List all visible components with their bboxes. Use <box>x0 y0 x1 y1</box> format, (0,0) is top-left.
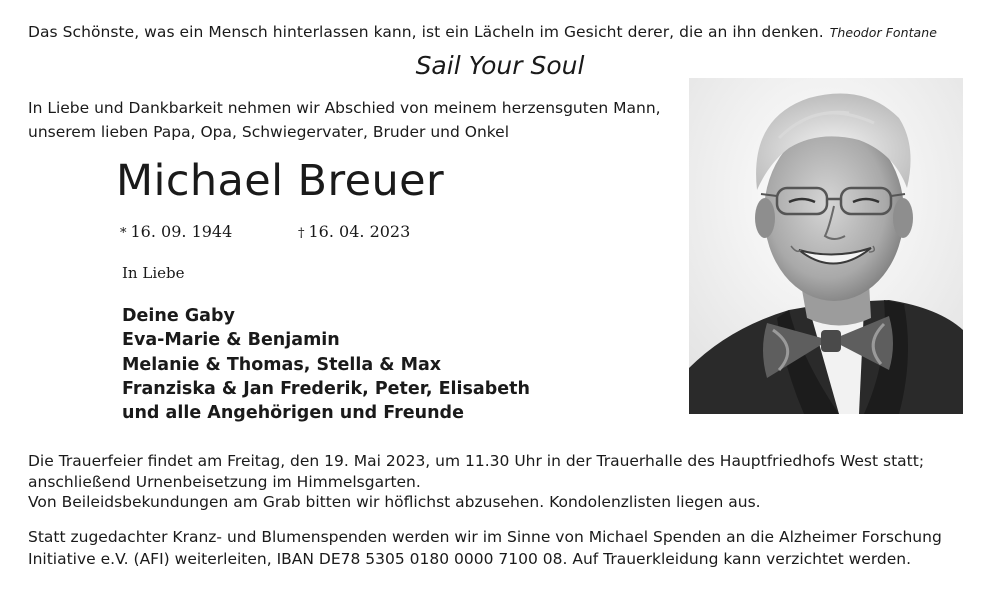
funeral-line-1: Die Trauerfeier findet am Freitag, den 19. Mai 2023, um 11.30 Uhr in der Trauerhalle des Hauptfriedhofs West statt; <box>28 452 925 470</box>
quote-text: Das Schönste, was ein Mensch hinterlassen kann, ist ein Lächeln im Gesicht derer, die an ihn denken. <box>28 23 824 41</box>
intro-line-1: In Liebe und Dankbarkeit nehmen wir Abschied von meinem herzensguten Mann, <box>28 99 661 117</box>
portrait-photo <box>689 78 963 414</box>
birth-date-value: 16. 09. 1944 <box>130 222 233 241</box>
mourner-line: und alle Angehörigen und Freunde <box>122 403 464 424</box>
donation-note <box>28 526 942 570</box>
death-date <box>298 222 410 241</box>
quote-author: Theodor Fontane <box>829 25 937 40</box>
mourner-line: Melanie & Thomas, Stella & Max <box>122 354 442 375</box>
birth-symbol: * <box>120 226 127 241</box>
mourner-line: Eva-Marie & Benjamin <box>122 330 340 351</box>
deceased-name: Michael Breuer <box>116 156 445 206</box>
death-date-value: 16. 04. 2023 <box>308 222 411 241</box>
mourners-list <box>122 304 530 425</box>
in-love-label: In Liebe <box>122 264 185 282</box>
donation-line-1: Statt zugedachter Kranz- und Blumenspenden werden wir im Sinne von Michael Spenden an die Alzheimer Forschung <box>28 528 942 546</box>
intro-text <box>28 96 661 144</box>
donation-line-2: Initiative e.V. (AFI) weiterleiten, IBAN DE78 5305 0180 0000 7100 08. Auf Trauerkleidung kann verzichtet werden. <box>28 550 912 568</box>
funeral-details <box>28 451 924 513</box>
birth-date <box>120 222 232 241</box>
intro-line-2: unserem lieben Papa, Opa, Schwiegervater, Bruder und Onkel <box>28 123 510 141</box>
motto: Sail Your Soul <box>415 51 585 80</box>
epigraph-quote <box>28 23 937 41</box>
funeral-line-2: anschließend Urnenbeisetzung im Himmelsgarten. <box>28 472 421 491</box>
funeral-line-3: Von Beileidsbekundungen am Grab bitten wir höflichst abzusehen. Kondolenzlisten liegen aus. <box>28 493 761 511</box>
death-symbol: † <box>298 226 305 241</box>
mourner-line: Deine Gaby <box>122 306 235 326</box>
mourner-line: Franziska & Jan Frederik, Peter, Elisabeth <box>122 378 530 399</box>
